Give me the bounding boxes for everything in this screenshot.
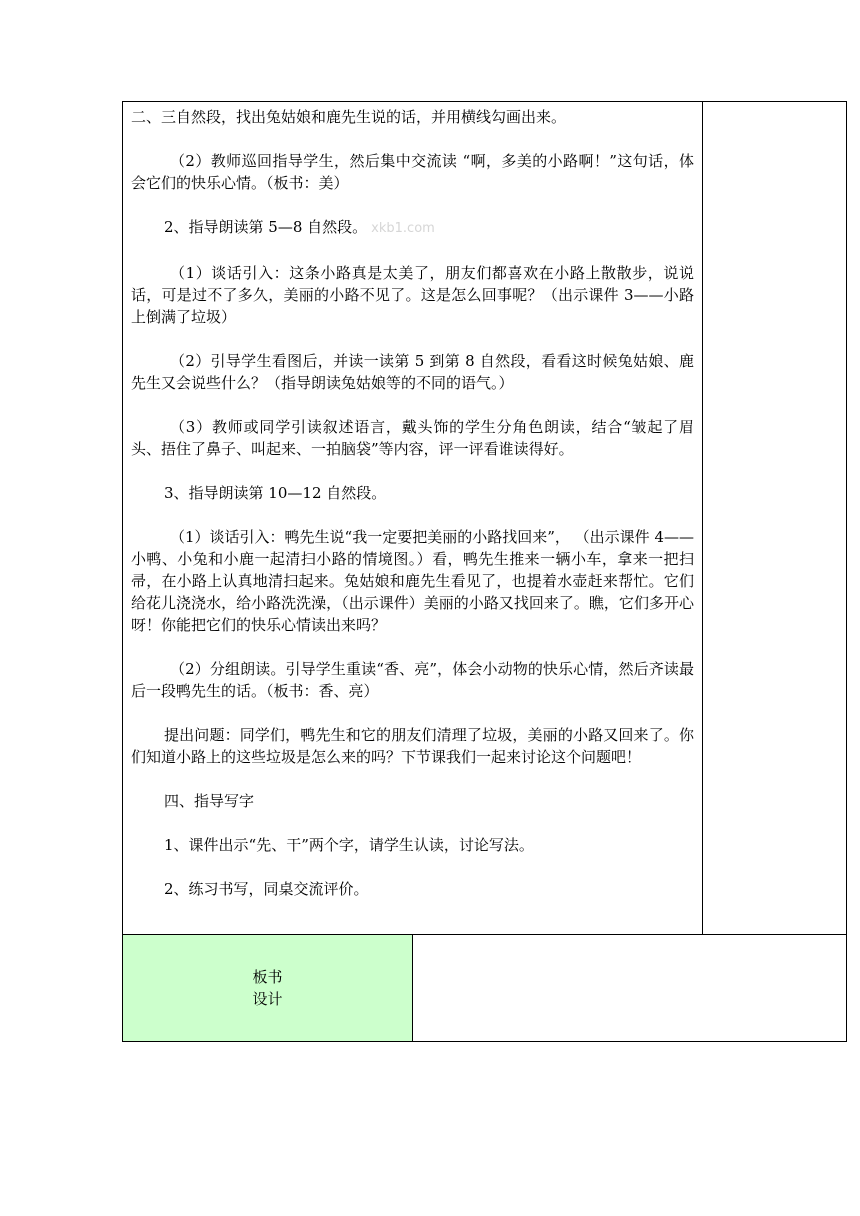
paragraph-question: 提出问题：同学们，鸭先生和它的朋友们清理了垃圾，美丽的小路又回来了。你们知道小路上的这些垃圾是怎么来的吗？下节课我们一起来讨论这个问题吧！ <box>131 726 694 766</box>
paragraph-teacher-guidance: （2）教师巡回指导学生，然后集中交流读 “啊，多美的小路啊！”这句话，体会它们的快乐心情。（板书：美） <box>131 152 694 192</box>
notes-cell <box>703 102 847 935</box>
paragraph-picture-guidance: （2）引导学生看图后，并读一读第 5 到第 8 自然段，看看这时候兔姑娘、鹿先生又会说些什么？（指导朗读兔姑娘等的不同的语气。） <box>131 352 694 392</box>
paragraph-writing-step-2: 2、练习书写，同桌交流评价。 <box>164 880 369 898</box>
board-design-label <box>123 935 413 1042</box>
paragraph-role-reading: （3）教师或同学引读叙述语言，戴头饰的学生分角色朗读，结合“皱起了眉头、捂住了鼻子、叫起来、一拍脑袋”等内容，评一评看谁读得好。 <box>131 418 694 458</box>
paragraph-group-reading: （2）分组朗读。引导学生重读“香、亮”，体会小动物的快乐心情，然后齐读最后一段鸭先生的话。（板书：香、亮） <box>131 660 694 700</box>
board-design-label-line1: 板书 <box>252 968 283 986</box>
paragraph-reading-task: 二、三自然段，找出兔姑娘和鹿先生说的话，并用横线勾画出来。 <box>131 108 567 126</box>
section-heading-text: 2、指导朗读第 5—8 自然段。 <box>164 218 368 236</box>
paragraph-writing-heading: 四、指导写字 <box>164 792 255 810</box>
watermark-text: xkb1.com <box>371 221 435 236</box>
paragraph-writing-step-1: 1、课件出示“先、干”两个字，请学生认读，讨论写法。 <box>164 836 534 854</box>
paragraph-intro-talk: （1）谈话引入：这条小路真是太美了，朋友们都喜欢在小路上散散步，说说话，可是过不了多久，美丽的小路不见了。这是怎么回事呢？（出示课件 3——小路上倒满了垃圾） <box>131 264 694 326</box>
teaching-process-row <box>123 102 847 935</box>
teaching-process-content <box>123 102 702 900</box>
board-design-content <box>413 935 847 1042</box>
board-design-label-line2: 设计 <box>252 990 283 1008</box>
teaching-process-cell <box>123 102 703 935</box>
paragraph-section-heading-2: 3、指导朗读第 10—12 自然段。 <box>164 484 387 502</box>
lesson-plan-table <box>122 101 847 1042</box>
paragraph-duck-story: （1）谈话引入：鸭先生说“我一定要把美丽的小路找回来”， （出示课件 4——小鸭、小兔和小鹿一起清扫小路的情境图。）看，鸭先生推来一辆小车，拿来一把扫帚，在小路上认真地清扫起来。兔姑娘和鹿先生看见了，也提着水壶赶来帮忙。它们给花儿浇浇水，给小路洗洗澡，（出示课件）美丽的小路又找回来了。瞧，它们多开心呀！你能把它们的快乐心情读出来吗？ <box>131 528 694 634</box>
paragraph-section-heading <box>131 216 694 240</box>
board-design-row <box>123 935 847 1042</box>
